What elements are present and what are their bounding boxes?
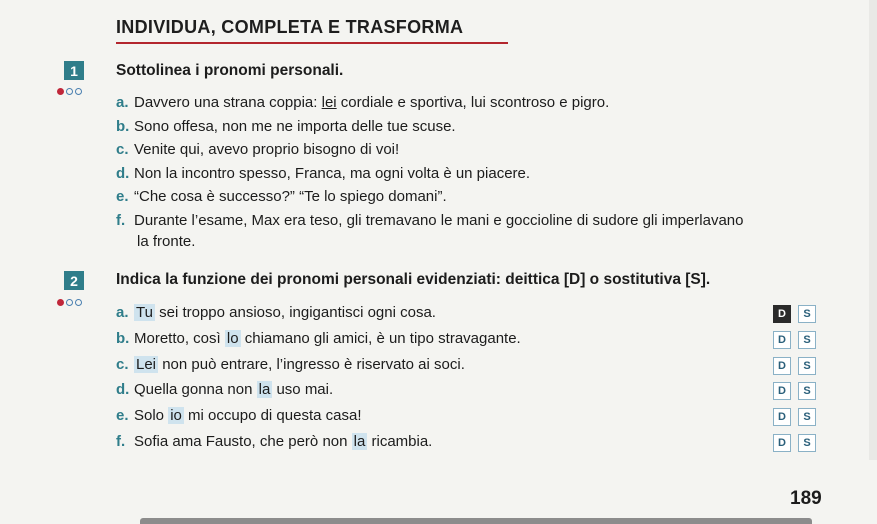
exercise-1-item-d: [116, 164, 831, 184]
item-text: sei troppo ansioso, ingigantisci ogni cosa.: [154, 304, 436, 321]
difficulty-dot: [57, 88, 64, 95]
item-text: ricambia.: [367, 433, 433, 450]
option-s-checkbox[interactable]: S: [798, 331, 816, 349]
item-text: uso mai.: [272, 381, 334, 398]
item-letter: f.: [116, 212, 126, 229]
section-title: INDIVIDUA, COMPLETA E TRASFORMA: [116, 17, 464, 37]
item-letter: c.: [116, 141, 129, 158]
option-s-checkbox[interactable]: S: [798, 434, 816, 452]
item-letter: a.: [116, 94, 129, 111]
item-text: Solo: [134, 407, 169, 424]
option-s-checkbox[interactable]: S: [798, 382, 816, 400]
answer-boxes-c: [773, 357, 816, 375]
item-text: non può entrare, l’ingresso è riservato ai soci.: [158, 356, 465, 373]
exercise-1-item-f: [116, 211, 831, 231]
difficulty-dot: [57, 299, 64, 306]
exercise-1-item-f-continuation[interactable]: la fronte.: [137, 233, 196, 250]
highlighted-pronoun: Tu: [136, 304, 153, 321]
difficulty-dots-1: [57, 88, 82, 95]
highlighted-pronoun: io: [170, 407, 182, 424]
option-s-checkbox[interactable]: S: [798, 357, 816, 375]
option-d-checkbox[interactable]: D: [773, 382, 791, 400]
item-text: Davvero una strana coppia:: [134, 94, 322, 111]
item-letter: f.: [116, 433, 126, 450]
exercise-2-number: 2: [64, 271, 84, 290]
item-text[interactable]: Non la incontro spesso, Franca, ma ogni volta è un piacere.: [134, 165, 531, 182]
exercise-1-item-b: [116, 117, 831, 137]
difficulty-dot: [75, 299, 82, 306]
item-letter: d.: [116, 165, 130, 182]
title-underline: [116, 42, 508, 44]
item-text[interactable]: “Che cosa è successo?” “Te lo spiego domani”.: [134, 188, 447, 205]
highlighted-pronoun: lo: [226, 330, 239, 347]
item-letter: a.: [116, 304, 129, 321]
option-d-checkbox[interactable]: D: [773, 305, 791, 323]
page-edge: [869, 0, 877, 460]
difficulty-dot: [66, 299, 73, 306]
exercise-2-item-a: [116, 303, 831, 323]
exercise-1-item-c: [116, 140, 831, 160]
item-letter: b.: [116, 118, 130, 135]
option-d-checkbox[interactable]: D: [773, 408, 791, 426]
highlighted-pronoun: Lei: [136, 356, 157, 373]
item-letter: c.: [116, 356, 129, 373]
difficulty-dots-2: [57, 299, 82, 306]
option-s-checkbox[interactable]: S: [798, 408, 816, 426]
highlighted-pronoun: la: [353, 433, 366, 450]
item-letter: b.: [116, 330, 130, 347]
difficulty-dot: [75, 88, 82, 95]
answer-boxes-d: [773, 382, 816, 400]
item-letter: e.: [116, 188, 129, 205]
exercise-2-item-d: [116, 380, 831, 400]
option-d-checkbox[interactable]: D: [773, 434, 791, 452]
answer-boxes-f: [773, 434, 816, 452]
item-text[interactable]: Venite qui, avevo proprio bisogno di voi!: [134, 141, 400, 158]
answer-boxes-b: [773, 331, 816, 349]
exercise-1-instruction: Sottolinea i pronomi personali.: [116, 62, 344, 79]
difficulty-dot: [66, 88, 73, 95]
item-text: Quella gonna non: [134, 381, 257, 398]
option-d-checkbox[interactable]: D: [773, 331, 791, 349]
exercise-2-instruction: Indica la funzione dei pronomi personali evidenziati: deittica [D] o sostitutiva [S].: [116, 271, 711, 288]
item-text: mi occupo di questa casa!: [183, 407, 362, 424]
exercise-1-item-a: [116, 93, 831, 113]
option-d-checkbox[interactable]: D: [773, 357, 791, 375]
exercise-1-number: 1: [64, 61, 84, 80]
exercise-2-item-b: [116, 329, 831, 349]
exercise-1-item-e: [116, 187, 831, 207]
item-text[interactable]: Durante l’esame, Max era teso, gli tremavano le mani e goccioline di sudore gli imperlavano: [134, 212, 744, 229]
underlined-pronoun[interactable]: lei: [321, 94, 337, 111]
item-text: chiamano gli amici, è un tipo stravagante.: [240, 330, 521, 347]
item-letter: e.: [116, 407, 129, 424]
item-text: cordiale e sportiva, lui scontroso e pigro.: [336, 94, 610, 111]
bottom-scroll-indicator: [140, 518, 812, 524]
answer-boxes-e: [773, 408, 816, 426]
page-number: 189: [790, 488, 822, 509]
item-text: Sofia ama Fausto, che però non: [134, 433, 352, 450]
item-text: Moretto, così: [134, 330, 225, 347]
item-text[interactable]: Sono offesa, non me ne importa delle tue scuse.: [134, 118, 456, 135]
exercise-2-item-c: [116, 355, 831, 375]
exercise-2-item-f: [116, 432, 831, 452]
highlighted-pronoun: la: [258, 381, 271, 398]
item-letter: d.: [116, 381, 130, 398]
exercise-2-item-e: [116, 406, 831, 426]
option-s-checkbox[interactable]: S: [798, 305, 816, 323]
answer-boxes-a: [773, 305, 816, 323]
